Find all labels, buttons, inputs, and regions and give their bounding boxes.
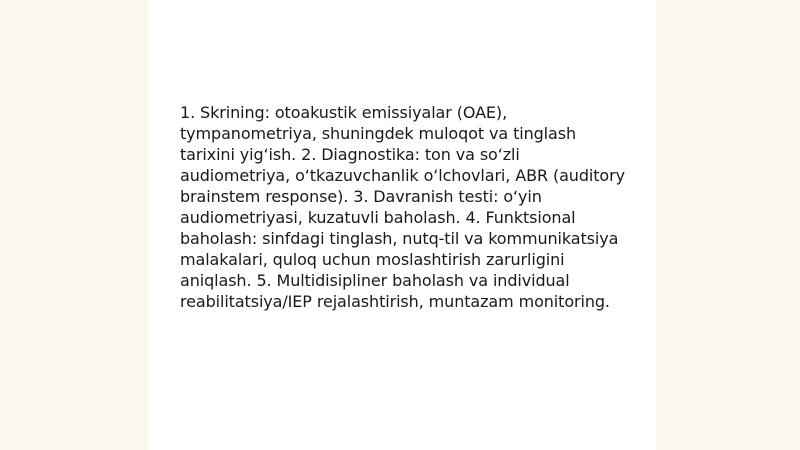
document-page <box>148 0 656 450</box>
document-paragraph: 1. Skrining: otoakustik emissiyalar (OAE), tympanometriya, shuningdek muloqot va tinglash tarixini yig‘ish. 2. Diagnostika: ton va so‘zli audiometriya, o‘tkazuvchanlik o‘lchovlari, ABR (auditory brainstem response). 3. Davranish testi: o‘yin audiometriyasi, kuzatuvli baholash. 4. Funktsional baholash: sinfdagi tinglash, nutq-til va kommunikatsiya malakalari, quloq uchun moslashtirish zarurligini aniqlash. 5. Multidisipliner baholash va individual reabilitatsiya/IEP rejalashtirish, muntazam monitoring. <box>180 103 625 311</box>
